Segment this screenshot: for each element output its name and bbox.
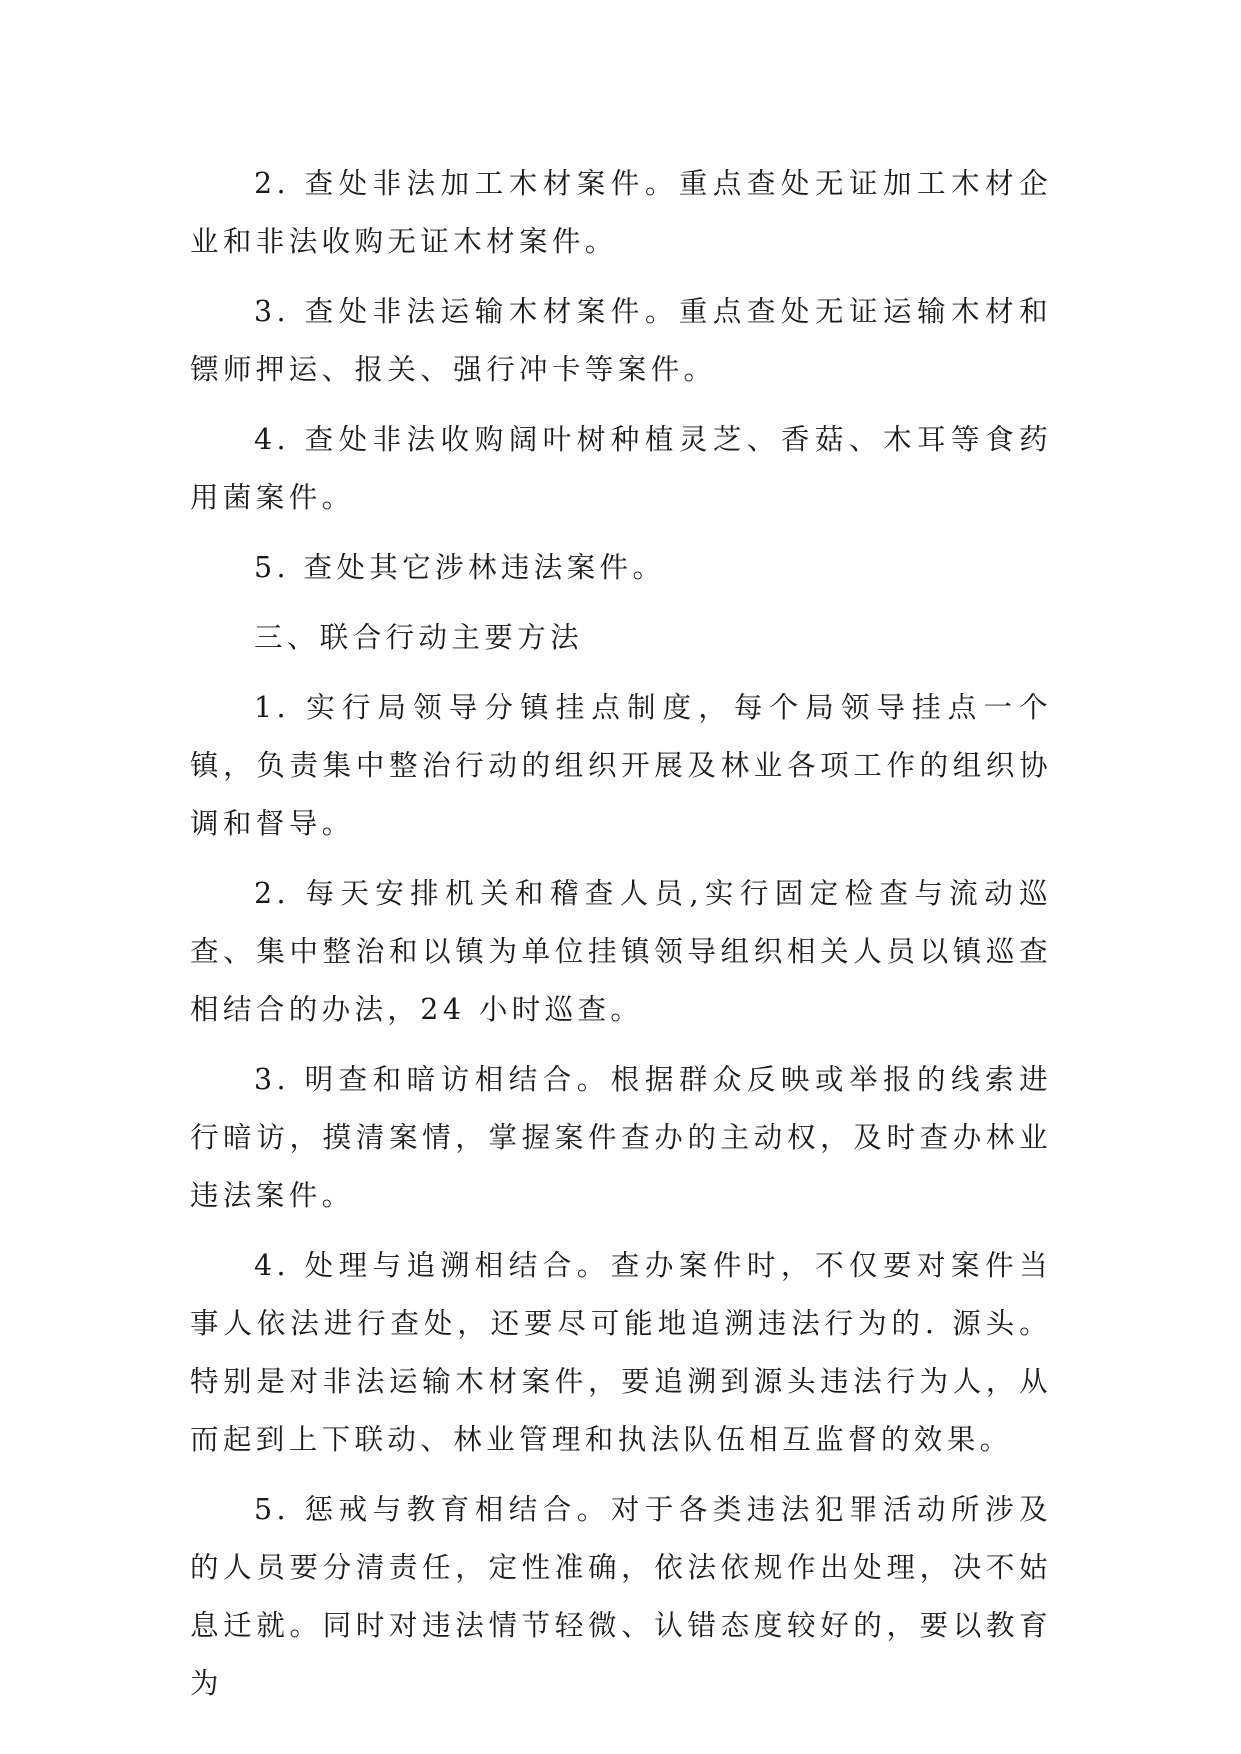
paragraph-method-1: 1. 实行局领导分镇挂点制度，每个局领导挂点一个镇，负责集中整治行动的组织开展及林业各项工作的组织协调和督导。 [190,691,1052,840]
paragraph-item-5-other: 5. 查处其它涉林违法案件。 [254,551,666,584]
section-heading-methods: 三、联合行动主要方法 [254,621,584,654]
paragraph-item-2-processing: 2. 查处非法加工木材案件。重点查处无证加工木材企业和非法收购无证木材案件。 [190,167,1052,258]
paragraph-method-4: 4. 处理与追溯相结合。查办案件时，不仅要对案件当事人依法进行查处，还要尽可能地追溯违法行为的. 源头。特别是对非法运输木材案件，要追溯到源头违法行为人，从而起到上下联动、林业管理和执法队伍相互监督的效果。 [190,1249,1052,1456]
paragraph-item-4-fungi: 4. 查处非法收购阔叶树种植灵芝、香菇、木耳等食药用菌案件。 [190,423,1052,514]
paragraph-method-3: 3. 明查和暗访相结合。根据群众反映或举报的线索进行暗访，摸清案情，掌握案件查办的主动权，及时查办林业违法案件。 [190,1063,1052,1212]
paragraph-item-3-transport: 3. 查处非法运输木材案件。重点查处无证运输木材和镖师押运、报关、强行冲卡等案件。 [190,295,1052,386]
paragraph-method-2: 2. 每天安排机关和稽查人员,实行固定检查与流动巡查、集中整治和以镇为单位挂镇领导组织相关人员以镇巡查相结合的办法，24 小时巡查。 [190,877,1052,1026]
paragraph-method-5: 5. 惩戒与教育相结合。对于各类违法犯罪活动所涉及的人员要分清责任，定性准确，依法依规作出处理，决不姑息迁就。同时对违法情节轻微、认错态度较好的，要以教育为 [190,1493,1052,1700]
document-page [190,155,1052,1725]
